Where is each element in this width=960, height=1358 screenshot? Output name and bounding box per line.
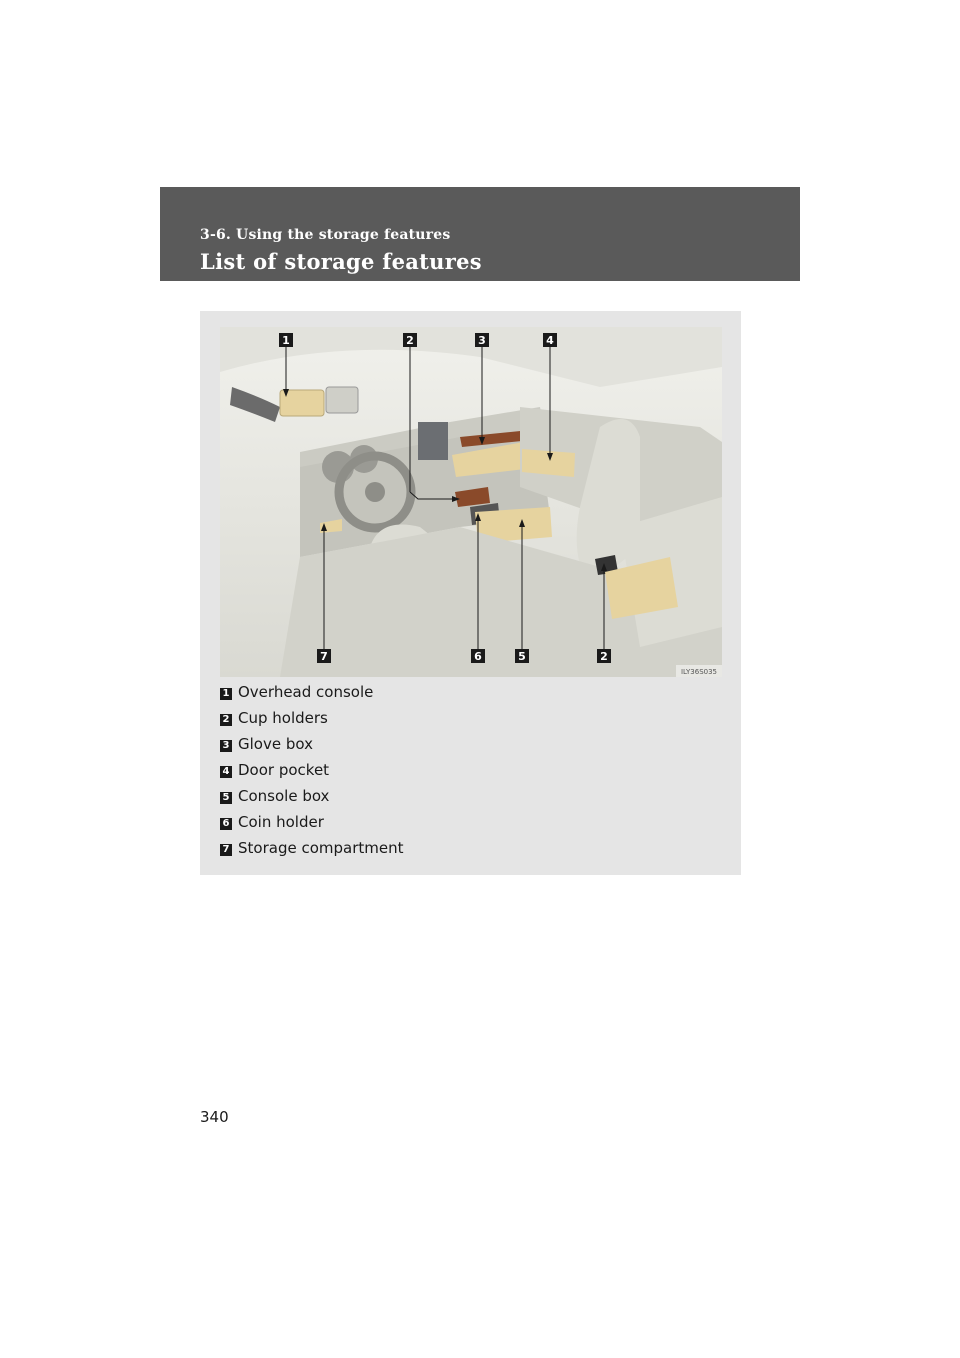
content-panel bbox=[200, 311, 741, 875]
legend-label: Storage compartment bbox=[238, 839, 404, 857]
legend-label: Door pocket bbox=[238, 761, 330, 779]
number-1-icon: 1 bbox=[220, 688, 232, 700]
image-code: ILY36S035 bbox=[680, 668, 718, 676]
legend-item bbox=[220, 837, 404, 863]
chapter-header bbox=[160, 187, 800, 281]
legend-item bbox=[220, 759, 330, 785]
callout-4-label: 4 bbox=[546, 334, 554, 347]
callout-2b-label: 2 bbox=[600, 650, 608, 663]
callout-1-label: 1 bbox=[282, 334, 290, 347]
legend-item bbox=[220, 707, 328, 733]
legend-item bbox=[220, 785, 330, 811]
page-number: 340 bbox=[200, 1108, 229, 1126]
legend-label: Overhead console bbox=[238, 683, 374, 701]
callout-2-label: 2 bbox=[406, 334, 414, 347]
callout-6-label: 6 bbox=[474, 650, 482, 663]
storage-legend bbox=[220, 681, 404, 863]
callout-3-label: 3 bbox=[478, 334, 486, 347]
legend-label: Cup holders bbox=[238, 709, 328, 727]
legend-label: Coin holder bbox=[238, 813, 324, 831]
legend-item bbox=[220, 811, 324, 837]
section-label: 3-6. Using the storage features bbox=[200, 227, 451, 243]
number-7-icon: 7 bbox=[220, 844, 232, 856]
legend-item bbox=[220, 681, 374, 707]
callout-5-label: 5 bbox=[518, 650, 526, 663]
number-4-icon: 4 bbox=[220, 766, 232, 778]
number-6-icon: 6 bbox=[220, 818, 232, 830]
number-3-icon: 3 bbox=[220, 740, 232, 752]
interior-illustration bbox=[220, 327, 722, 677]
number-5-icon: 5 bbox=[220, 792, 232, 804]
navigation-screen bbox=[418, 422, 448, 460]
callout-7-label: 7 bbox=[320, 650, 328, 663]
legend-label: Glove box bbox=[238, 735, 313, 753]
legend-item bbox=[220, 733, 313, 759]
page-title: List of storage features bbox=[200, 249, 482, 274]
number-2-icon: 2 bbox=[220, 714, 232, 726]
legend-label: Console box bbox=[238, 787, 330, 805]
